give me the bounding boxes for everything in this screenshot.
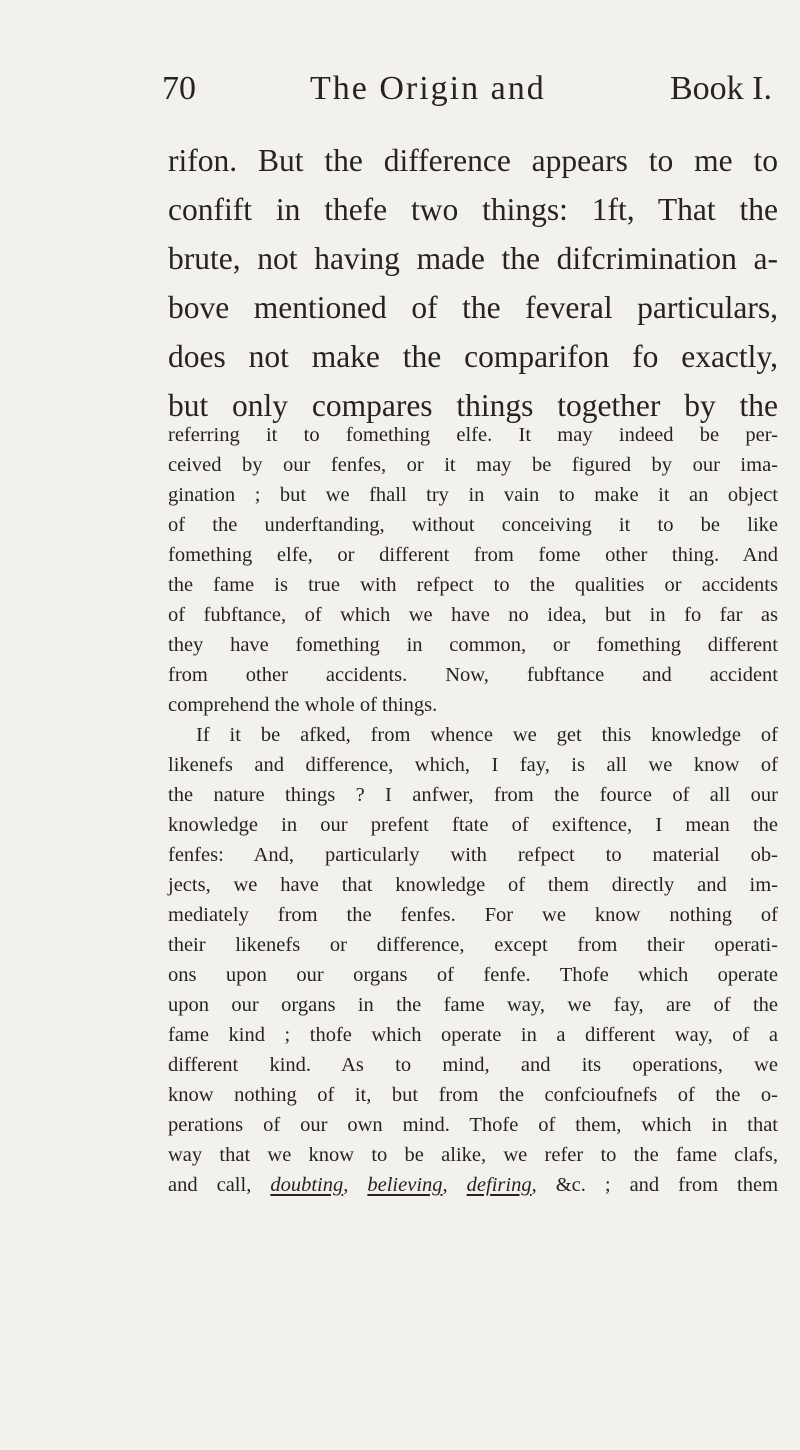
text-line: does not make the comparifon fo exactly, [168,339,778,374]
text-line: mediately from the fenfes. For we know nothing of [168,904,778,926]
text-line: from other accidents. Now, fubftance and accident [168,664,778,686]
text-span: , [343,1174,368,1196]
text-line: rifon. But the difference appears to me to [168,143,778,178]
text-line: comprehend the whole of things. [168,694,438,716]
italic-word: defiring [466,1174,532,1196]
text-span: , [442,1174,467,1196]
text-line: likenefs and difference, which, I fay, is all we know of [168,754,778,776]
text-line: If it be afked, from whence we get this knowledge of [196,724,778,746]
text-line: confift in thefe two things: 1ft, That the [168,192,778,227]
text-line: knowledge in our prefent ftate of exiftence, I mean the [168,814,778,836]
text-line: way that we know to be alike, we refer to the fame clafs, [168,1144,778,1166]
text-line: know nothing of it, but from the confcioufnefs of the o- [168,1084,778,1106]
running-title: The Origin and [310,70,546,107]
text-line-last [168,1170,778,1200]
text-line: fenfes: And, particularly with refpect to material ob- [168,844,778,866]
text-line: referring it to fomething elfe. It may indeed be per- [168,424,778,446]
text-line: gination ; but we fhall try in vain to make it an object [168,484,778,506]
text-line: the fame is true with refpect to the qualities or accidents [168,574,778,596]
text-line: they have fomething in common, or fomething different [168,634,778,656]
text-line: brute, not having made the difcrimination a- [168,241,778,276]
small-print-text [168,420,778,1200]
text-line: different kind. As to mind, and its operations, we [168,1054,778,1076]
text-line: fomething elfe, or different from fome other thing. And [168,544,778,566]
text-line: ceived by our fenfes, or it may be figured by our ima- [168,454,778,476]
text-line: perations of our own mind. Thofe of them, which in that [168,1114,778,1136]
running-head [162,70,772,120]
text-span: , &c. ; and from them [531,1174,779,1196]
italic-word: doubting [270,1174,344,1196]
large-print-paragraph [168,136,778,430]
text-line: of fubftance, of which we have no idea, but in fo far as [168,604,778,626]
text-line: of the underftanding, without conceiving it to be like [168,514,778,536]
text-span: and call, [168,1174,271,1196]
text-line: upon our organs in the fame way, we fay, are of the [168,994,778,1016]
text-line: jects, we have that knowledge of them directly and im- [168,874,778,896]
text-line: but only compares things together by the [168,388,778,423]
text-line: fame kind ; thofe which operate in a different way, of a [168,1024,778,1046]
text-line: the nature things ? I anfwer, from the fource of all our [168,784,778,806]
book-label: Book I. [670,70,772,107]
text-line: ons upon our organs of fenfe. Thofe which operate [168,964,778,986]
text-line: their likenefs or difference, except from their operati- [168,934,778,956]
text-line: bove mentioned of the feveral particulars, [168,290,778,325]
page-number: 70 [162,70,196,107]
italic-word: believing [367,1174,443,1196]
